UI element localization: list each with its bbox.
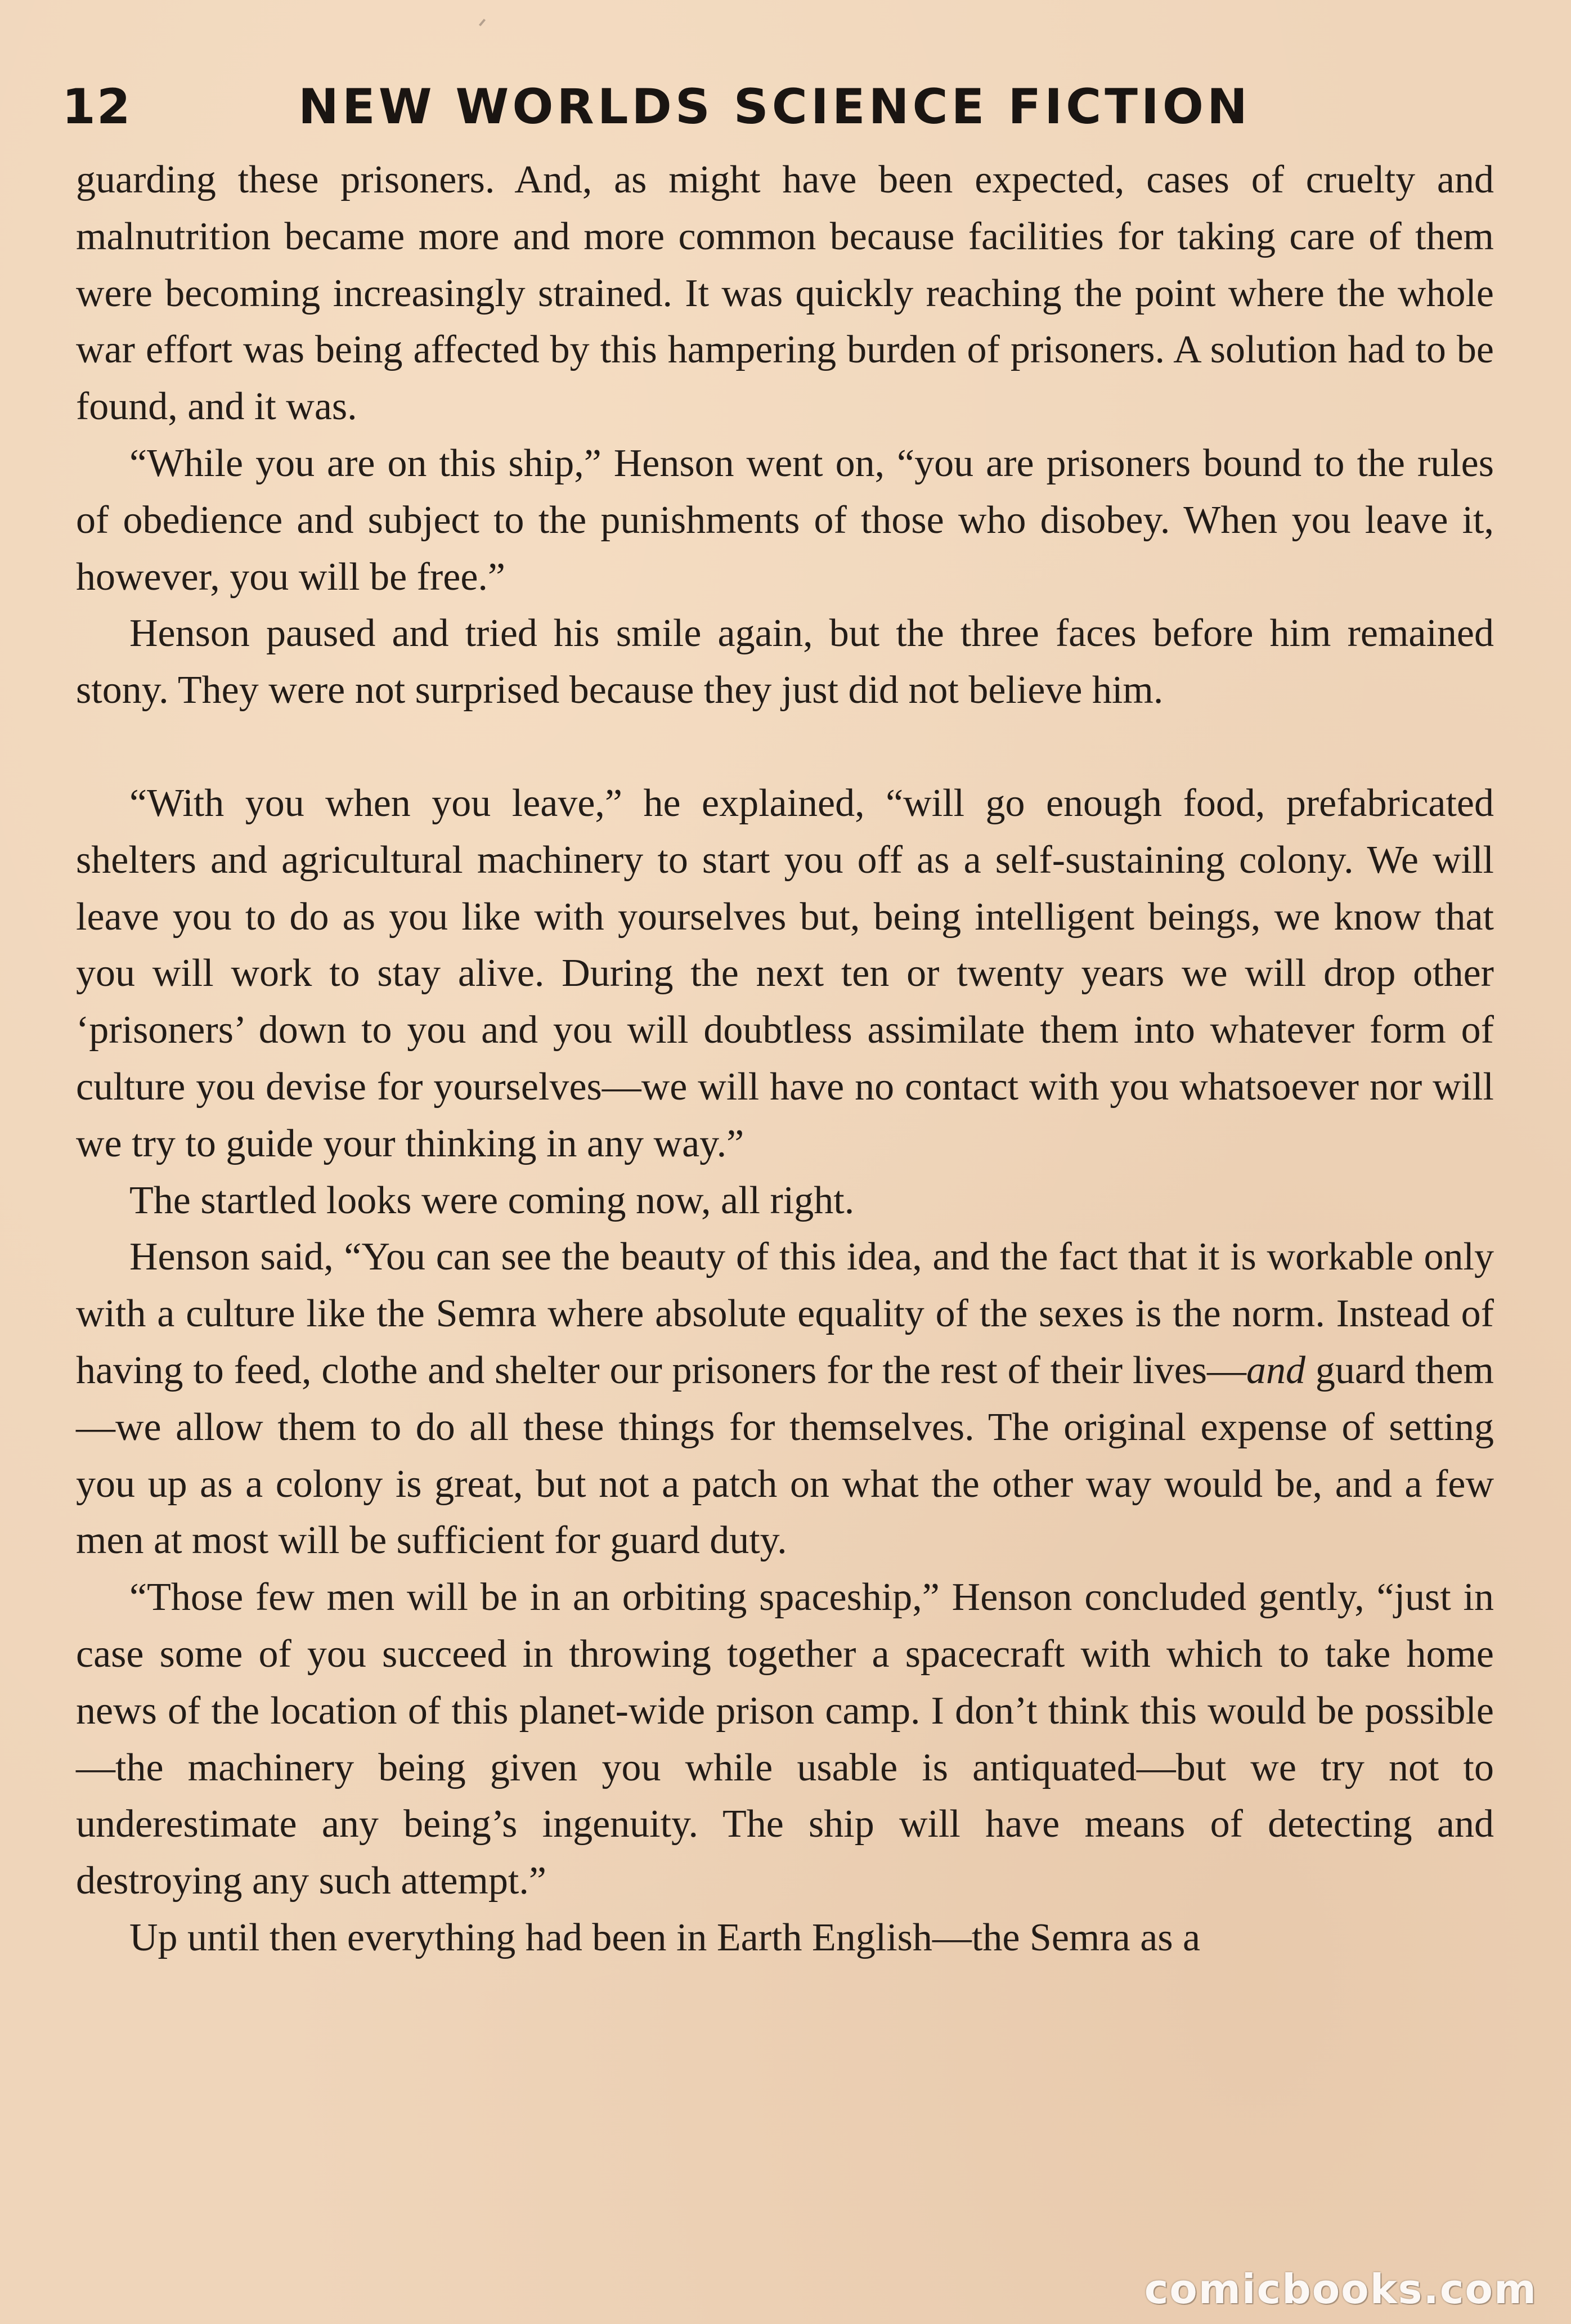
story-text	[76, 152, 1494, 1967]
running-title: NEW WORLDS SCIENCE FICTION	[298, 79, 1251, 135]
paragraph-6-emphasis: and	[1246, 1348, 1306, 1392]
paragraph-8: Up until then everything had been in Earth English—the Semra as a	[129, 1915, 1201, 1959]
paragraph-6	[76, 1229, 1494, 1569]
paragraph-3: Henson paused and tried his smile again, but the three faces before him remained stony. They were not surprised because they just did not believe him.	[76, 612, 1494, 712]
paragraph-2: “While you are on this ship,” Henson went on, “you are prisoners bound to the rules of obedience and subject to the punishments of those who disobey. When you leave it, however, you will be free.”	[76, 441, 1494, 599]
paragraph-4: “With you when you leave,” he explained, “will go enough food, prefabricated shelters and agricultural machinery to start you off as a self-sustaining colony. We will leave you to do as you like with yourselves but, being intelligent beings, we know that you will work to stay alive. During the next ten or twenty years we will drop other ‘prisoners’ down to you and you will doubtless assimilate them into whatever form of culture you devise for yourselves—we will have no contact with you whatsoever nor will we try to guide your thinking in any way.”	[76, 781, 1494, 1165]
watermark: comicbooks.com	[1144, 2265, 1537, 2313]
paragraph-1: guarding these prisoners. And, as might have been expected, cases of cruelty and malnutrition became more and more common because facilities for taking care of them were becoming increasingly strained. It was quickly reaching the point where the whole war effort was being affected by this hampering burden of prisoners. A solution had to be found, and it was.	[76, 158, 1494, 429]
paragraph-7: “Those few men will be in an orbiting spaceship,” Henson concluded gently, “just in case some of you succeed in throwing together a spacecraft with which to take home news of the location of this planet-wide prison camp. I don’t think this would be possible—the machinery being given you while usable is antiquated—but we try not to underestimate any being’s ingenuity. The ship will have means of detecting and destroying any such attempt.”	[76, 1576, 1494, 1903]
paragraph-6-part-2: guard them—we allow them to do all these things for themselves. The original expense of setting you up as a colony is great, but not a patch on what the other way would be, and a few men at most will be sufficient for guard duty.	[76, 1348, 1494, 1563]
section-break	[76, 719, 1494, 775]
ink-smudge	[479, 19, 486, 26]
paragraph-5: The startled looks were coming now, all right.	[129, 1178, 855, 1222]
running-header	[62, 73, 1272, 141]
page-number: 12	[62, 79, 132, 135]
paragraph-6-part-1: Henson said, “You can see the beauty of this idea, and the fact that it is workable only with a culture like the Semra where absolute equality of the sexes is the norm. Instead of having to feed, clothe and shelter our prisoners for the rest of their lives—	[76, 1235, 1494, 1392]
